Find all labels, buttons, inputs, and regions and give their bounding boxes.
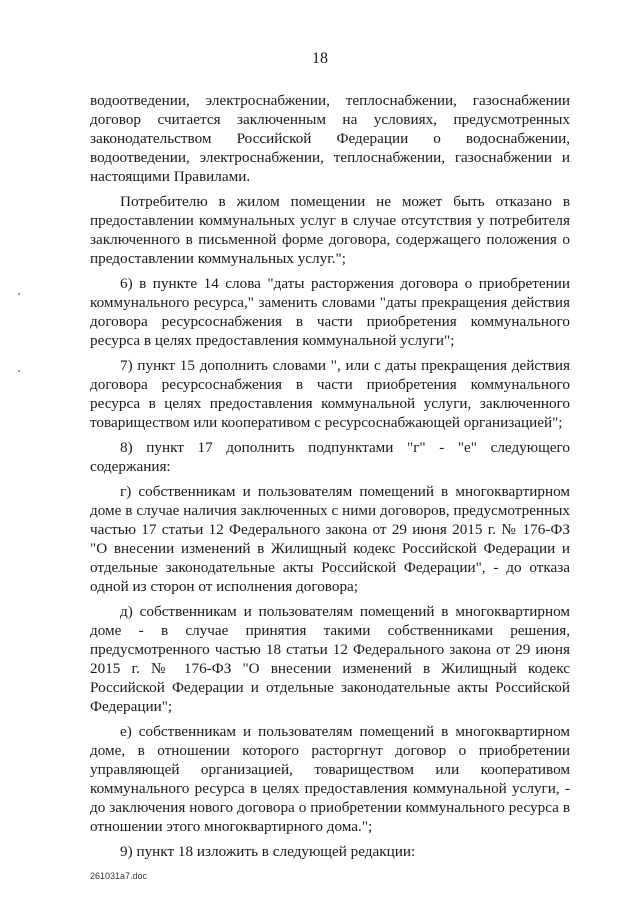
paragraph-subitem-e: е) собственникам и пользователям помещений в многоквартирном доме, в отношении которого расторгнут договор о приобретении управляющей организацией, товариществом или кооперативом коммунального ресурса в целях предоставления коммунальной услуги, - до заключения нового договора о приобретении коммунального ресурса в отношении этого многоквартирного дома."; <box>90 723 570 835</box>
paragraph-item-6: 6) в пункте 14 слова "даты расторжения договора о приобретении коммунального ресурса," заменить словами "даты прекращения действия договора ресурсоснабжения в части приобретения коммунального ресурса в целях предоставления коммунальной услуги"; <box>90 275 570 349</box>
paragraph-item-8: 8) пункт 17 дополнить подпунктами "г" - "е" следующего содержания: <box>90 439 570 475</box>
paragraph-continuation: водоотведении, электроснабжении, теплоснабжении, газоснабжении договор считается заключенным на условиях, предусмотренных законодательством Российской Федерации о водоснабжении, водоотведении, электроснабжении, теплоснабжении, газоснабжении и настоящими Правилами. <box>90 92 570 185</box>
scan-artifact <box>18 370 20 372</box>
document-body <box>90 91 570 861</box>
paragraph-item-9: 9) пункт 18 изложить в следующей редакции: <box>120 843 416 860</box>
paragraph-consumer-note: Потребителю в жилом помещении не может быть отказано в предоставлении коммунальных услуг в случае отсутствия у потребителя заключенного в письменной форме договора, содержащего положения о предоставлении коммунальных услуг."; <box>90 193 570 267</box>
paragraph-subitem-g: г) собственникам и пользователям помещений в многоквартирном доме в случае наличия заключенных с ними договоров, предусмотренных частью 17 статьи 12 Федерального закона от 29 июня 2015 г. № 176-ФЗ "О внесении изменений в Жилищный кодекс Российской Федерации и отдельные законодательные акты Российской Федерации", - до отказа одной из сторон от исполнения договора; <box>90 483 570 595</box>
paragraph-item-7: 7) пункт 15 дополнить словами ", или с даты прекращения действия договора ресурсоснабжения в части приобретения коммунального ресурса в целях предоставления коммунальной услуги, заключенного товариществом или кооперативом с ресурсоснабжающей организацией"; <box>90 357 570 431</box>
scan-artifact <box>18 293 20 295</box>
page-number: 18 <box>312 50 328 67</box>
paragraph-subitem-d: д) собственникам и пользователям помещений в многоквартирном доме - в случае принятия такими собственниками решения, предусмотренного частью 18 статьи 12 Федерального закона от 29 июня 2015 г. № 176-ФЗ "О внесении изменений в Жилищный кодекс Российской Федерации и отдельные законодательные акты Российской Федерации"; <box>90 603 570 715</box>
file-name-footer: 261031a7.doc <box>90 871 148 881</box>
